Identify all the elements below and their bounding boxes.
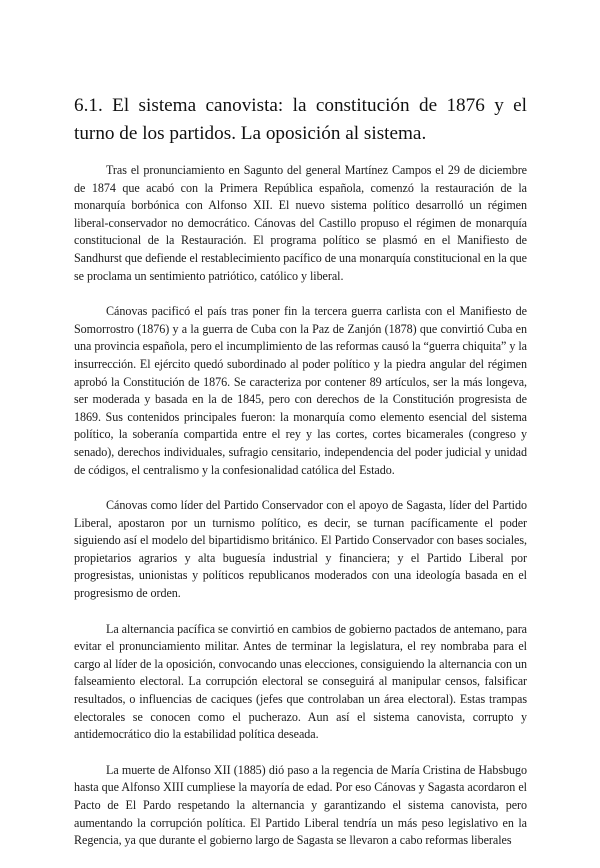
paragraph-4: La alternancia pacífica se convirtió en cambios de gobierno pactados de antemano, para evitar el pronunciamiento militar. Antes de terminar la legislatura, el rey nombraba para el cargo al líder de la oposición, convocando unas elecciones, consiguiendo la alternancia con un falseamiento electoral. La corrupción electoral se conseguirá al manipular censos, falsificar resultados, o influencias de caciques (jefes que controlaban un área electoral). Estas trampas electorales se conocen como el pucherazo. Aun así el sistema canovista, corrupto y antidemocrático dio la estabilidad política deseada. <box>74 621 527 742</box>
paragraph-1: Tras el pronunciamiento en Sagunto del general Martínez Campos el 29 de diciembre de 1874 que acabó con la Primera República española, comenzó la restauración de la monarquía borbónica con Alfonso XII. El nuevo sistema político desarrolló un régimen liberal-conservador no democrático. Cánovas del Castillo propuso el régimen de monarquía constitucional de la Restauración. El programa político se plasmó en el Manifiesto de Sandhurst que defiende el restablecimiento pacífico de una monarquía constitucional en la que se proclama un sentimiento patriótico, católico y liberal. <box>74 163 527 283</box>
paragraph-3: Cánovas como líder del Partido Conservador con el apoyo de Sagasta, líder del Partido Liberal, apostaron por un turnismo político, es decir, se turnan pacíficamente el poder siguiendo así el modelo del bipartidismo británico. El Partido Conservador con bases sociales, propietarios agrarios y alta buguesía industrial y financiera; y el Partido Liberal por progresistas, unionistas y políticos republicanos moderados con una ideología basada en el progresismo de orden. <box>74 498 527 601</box>
document-page <box>74 92 527 868</box>
document-title: 6.1. El sistema canovista: la constitución de 1876 y el turno de los partidos. La oposición al sistema. <box>74 95 527 144</box>
paragraph-2: Cánovas pacificó el país tras poner fin la tercera guerra carlista con el Manifiesto de Somorrostro (1876) y a la guerra de Cuba con la Paz de Zanjón (1878) que convirtió Cuba en una provincia española, pero el incumplimiento de las reformas causó la “guerra chiquita” y la insurrección. El ejército quedó subordinado al poder político y la piedra angular del régimen aprobó la Constitución de 1876. Se caracteriza por contener 89 artículos, ser la más longeva, ser moderada y basada en la de 1845, pero con derechos de la Constitución progresista de 1869. Sus contenidos principales fueron: la monarquía como elemento esencial del sistema político, la soberanía compartida entre el rey y las cortes, cortes bicamerales (congreso y senado), derechos individuales, sufragio censitario, independencia del poder judicial y unidad de códigos, el centralismo y la confesionalidad católica del Estado. <box>74 304 527 477</box>
paragraph-5: La muerte de Alfonso XII (1885) dió paso a la regencia de María Cristina de Habsbugo hasta que Alfonso XIII cumpliese la mayoría de edad. Por eso Cánovas y Sagasta acordaron el Pacto de El Pardo respetando la alternancia y garantizando el sistema canovista, pero aumentando la corrupción política. El Partido Liberal tendría un más peso legislativo en la Regencia, ya que durante el gobierno largo de Sagasta se llevaron a cabo reformas liberales <box>74 762 527 848</box>
